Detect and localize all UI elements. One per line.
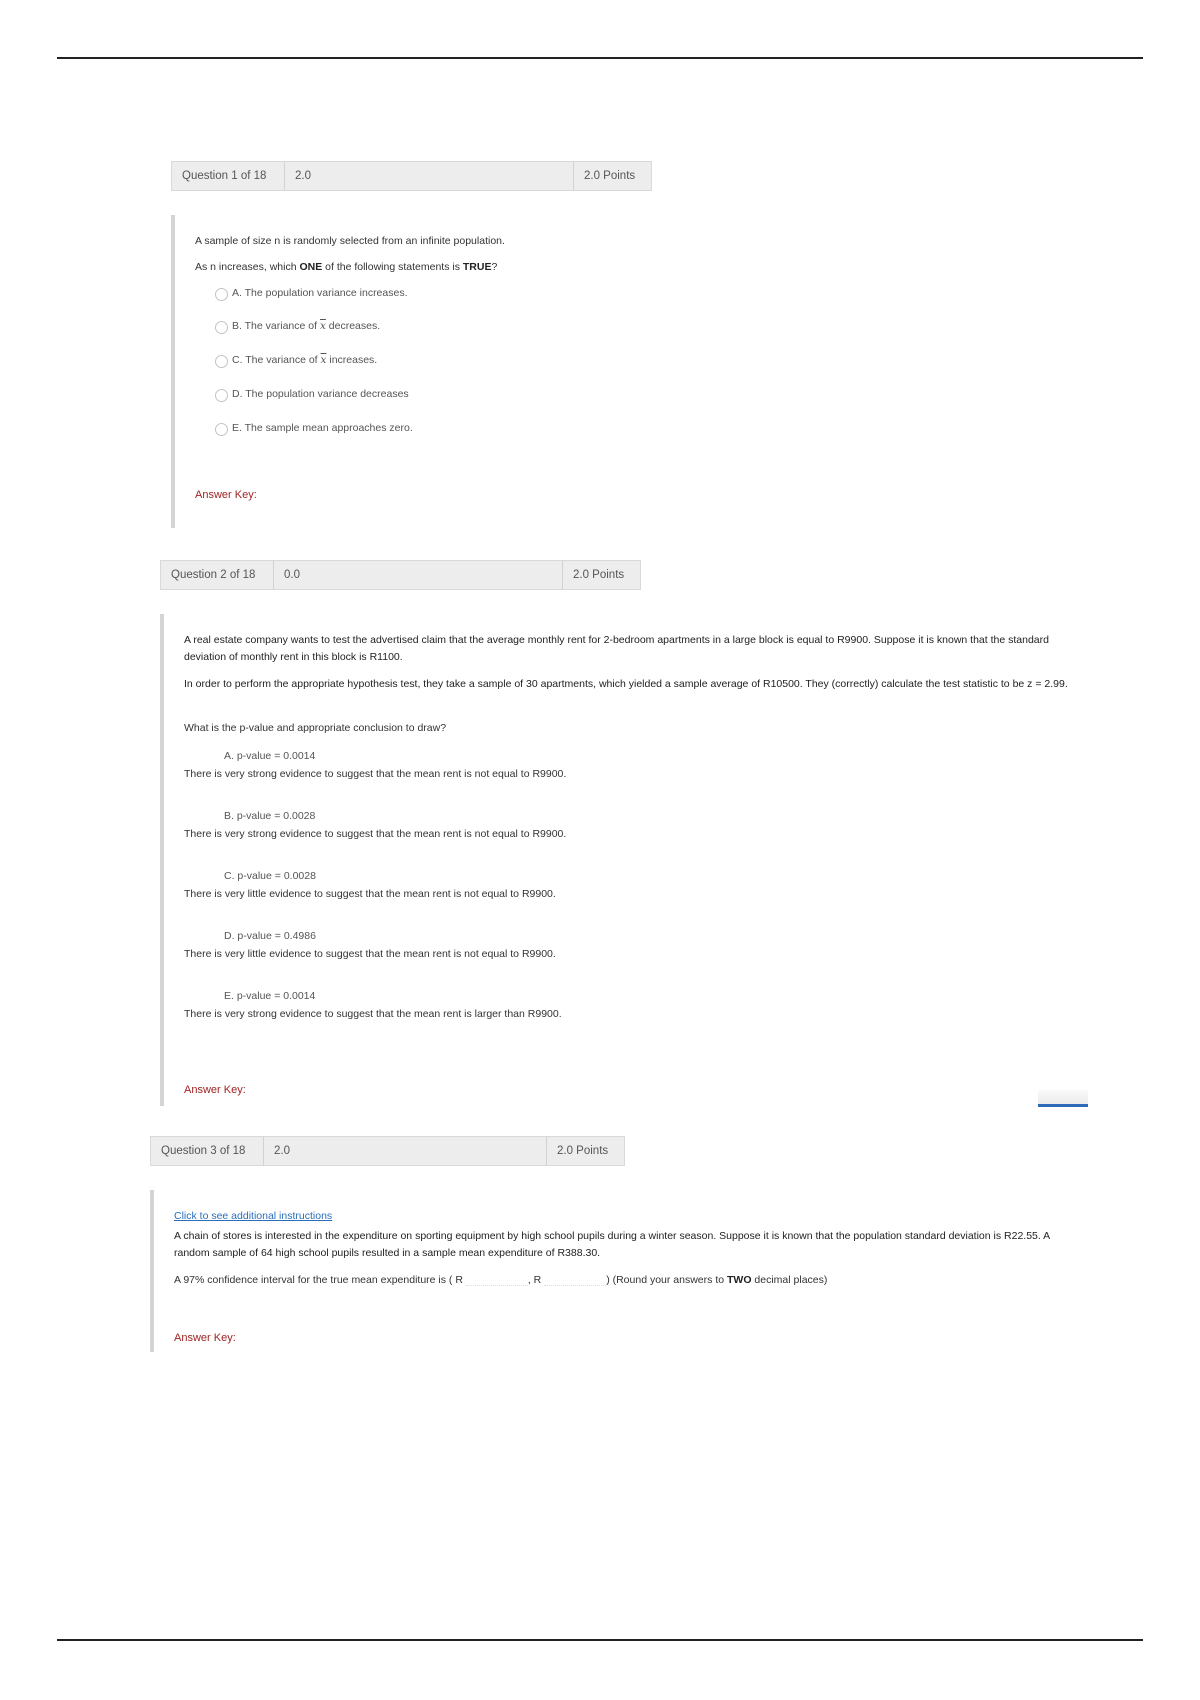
question-number: Question 3 of 18 <box>151 1137 264 1165</box>
answer-key-label: Answer Key: <box>184 1084 246 1096</box>
lower-bound-input[interactable] <box>466 1274 528 1286</box>
option-e-radio[interactable] <box>215 423 228 436</box>
option-a-label[interactable]: A. The population variance increases. <box>232 287 408 299</box>
question-3-body <box>150 1190 1100 1352</box>
additional-instructions-link[interactable]: Click to see additional instructions <box>174 1210 333 1222</box>
question-points: 2.0 Points <box>584 170 636 182</box>
question-test-statistic: In order to perform the appropriate hypothesis test, they take a sample of 30 apartments, which yielded a sample average of R10500. They (correctly) calculate the test statistic to be z = 2.99. <box>184 678 1068 690</box>
option-b-label[interactable]: B. p-value = 0.0028 <box>224 810 316 822</box>
question-prompt: As n increases, which ONE of the following statements is TRUE? <box>195 261 498 273</box>
option-c-label[interactable]: C. p-value = 0.0028 <box>224 870 316 882</box>
option-a-label[interactable]: A. p-value = 0.0014 <box>224 750 316 762</box>
option-b-label[interactable]: B. The variance of $\overline{x}$ decreases. <box>232 320 381 332</box>
answer-key-label: Answer Key: <box>174 1332 236 1344</box>
option-a-radio[interactable] <box>215 288 228 301</box>
question-3-header <box>150 1136 625 1166</box>
answer-key-label: Answer Key: <box>195 489 257 501</box>
option-d-label[interactable]: D. The population variance decreases <box>232 388 409 400</box>
page-bottom-rule <box>57 1639 1143 1641</box>
option-e-conclusion: There is very strong evidence to suggest that the mean rent is larger than R9900. <box>184 1008 562 1020</box>
option-c-label[interactable]: C. The variance of $\overline{x}$ increases. <box>232 354 378 366</box>
option-c-radio[interactable] <box>215 355 228 368</box>
scroll-widget[interactable] <box>1038 1090 1088 1107</box>
page-top-rule <box>57 57 1143 59</box>
question-1-header <box>171 161 652 191</box>
question-number: Question 1 of 18 <box>172 162 285 190</box>
option-d-radio[interactable] <box>215 389 228 402</box>
option-d-conclusion: There is very little evidence to suggest that the mean rent is not equal to R9900. <box>184 948 556 960</box>
question-stem: A sample of size n is randomly selected from an infinite population. <box>195 235 505 247</box>
question-2-header <box>160 560 641 590</box>
question-prompt: What is the p-value and appropriate conclusion to draw? <box>184 722 447 734</box>
question-points: 2.0 Points <box>557 1145 609 1157</box>
question-1-body <box>171 215 751 528</box>
question-points: 2.0 Points <box>573 569 625 581</box>
option-d-label[interactable]: D. p-value = 0.4986 <box>224 930 316 942</box>
option-e-label[interactable]: E. The sample mean approaches zero. <box>232 422 413 434</box>
option-c-conclusion: There is very little evidence to suggest that the mean rent is not equal to R9900. <box>184 888 556 900</box>
confidence-interval-prompt: A 97% confidence interval for the true mean expenditure is ( R , R ) (Round your answers to TWO decimal places) <box>174 1274 828 1286</box>
question-scenario: A chain of stores is interested in the expenditure on sporting equipment by high school pupils during a winter season. Suppose it is known that the population standard deviation is R22.55. A random sample of 64 high school pupils resulted in a sample mean expenditure of R388.30. <box>174 1230 1050 1259</box>
question-score: 2.0 <box>264 1137 547 1165</box>
question-score: 2.0 <box>285 162 574 190</box>
option-a-conclusion: There is very strong evidence to suggest that the mean rent is not equal to R9900. <box>184 768 567 780</box>
upper-bound-input[interactable] <box>544 1274 606 1286</box>
option-b-radio[interactable] <box>215 321 228 334</box>
option-b-conclusion: There is very strong evidence to suggest that the mean rent is not equal to R9900. <box>184 828 567 840</box>
x-bar-symbol: $\overline{x}$ <box>320 354 327 366</box>
question-number: Question 2 of 18 <box>161 561 274 589</box>
question-score: 0.0 <box>274 561 563 589</box>
option-e-label[interactable]: E. p-value = 0.0014 <box>224 990 316 1002</box>
question-2-body <box>160 614 1108 1106</box>
x-bar-symbol: $\overline{x}$ <box>319 320 326 332</box>
question-scenario: A real estate company wants to test the advertised claim that the average monthly rent for 2-bedroom apartments in a large block is equal to R9900. Suppose it is known that the standard deviation of monthly rent in this block is R1100. <box>184 634 1049 663</box>
